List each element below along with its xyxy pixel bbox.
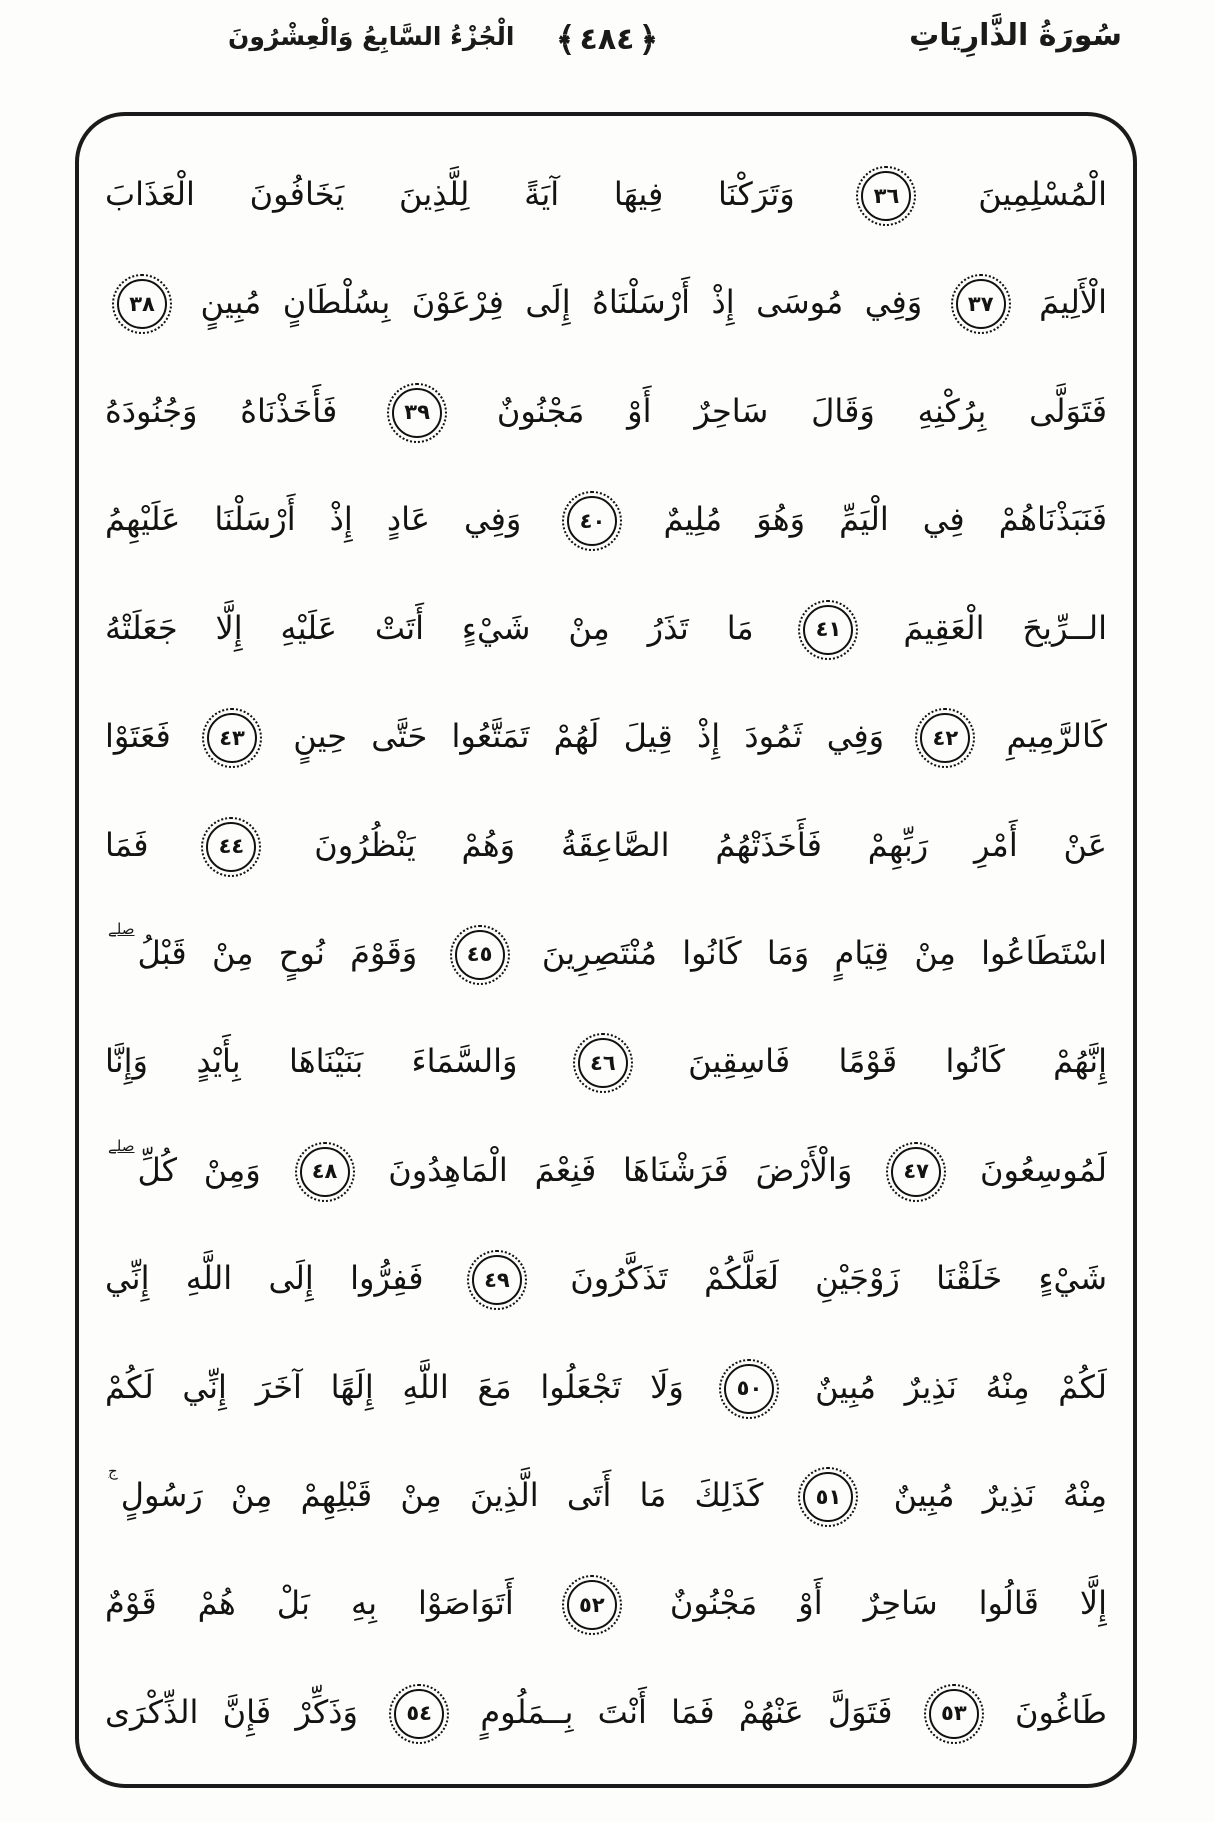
verse-number: ٣٦ — [873, 183, 900, 208]
quran-line — [105, 574, 1107, 682]
verse-number: ٤٤ — [218, 834, 245, 859]
quran-line — [105, 1333, 1107, 1441]
quran-line — [105, 1441, 1107, 1549]
verse-number-rosette — [724, 1364, 774, 1414]
quran-text-segment: الْمُسْلِمِينَ — [923, 175, 1107, 213]
quran-text-segment: كَذَلِكَ مَا أَتَى الَّذِينَ مِنْ قَبْلِهِمْ مِنْ رَسُولٍ — [120, 1476, 792, 1515]
verse-number: ٤٠ — [579, 508, 606, 533]
verse-number-rosette — [117, 279, 167, 329]
quran-text-segment: فَفِرُّوا إِلَى اللَّهِ إِنِّي — [105, 1259, 460, 1298]
quran-text-segment: وَقَوْمَ نُوحٍ مِنْ قَبْلُ — [137, 933, 443, 972]
quran-text-segment: فَتَوَلَّى بِرُكْنِهِ وَقَالَ سَاحِرٌ أَوْ مَجْنُونٌ — [454, 391, 1107, 430]
quran-line — [105, 682, 1107, 790]
verse-number-rosette — [300, 1147, 350, 1197]
quran-text-segment: الْأَلِيمَ — [1017, 283, 1107, 322]
quran-text-segment: كَالرَّمِيمِ — [982, 717, 1107, 756]
verse-number: ٤٨ — [311, 1159, 338, 1184]
quran-text-segment: وَفِي عَادٍ إِذْ أَرْسَلْنَا عَلَيْهِمُ — [105, 500, 556, 539]
verse-number: ٤٧ — [903, 1159, 929, 1184]
ornate-bracket-open: ﴿ — [638, 19, 659, 60]
quran-text-segment: لَكُمْ مِنْهُ نَذِيرٌ مُبِينٌ — [786, 1367, 1107, 1406]
verse-number-rosette — [567, 1580, 617, 1630]
ornate-bracket-close: ﴾ — [555, 19, 576, 60]
verse-number-rosette — [472, 1255, 522, 1305]
quran-line — [105, 248, 1107, 356]
quran-text-segment: إِنَّهُمْ كَانُوا قَوْمًا فَاسِقِينَ — [639, 1042, 1107, 1081]
verse-number-rosette — [956, 279, 1006, 329]
verse-number-rosette — [578, 1038, 628, 1088]
quran-text-segment: عَنْ أَمْرِ رَبِّهِمْ فَأَخَذَتْهُمُ الصَّاعِقَةُ وَهُمْ يَنْظُرُونَ — [268, 825, 1107, 864]
juz-title: الْجُزْءُ السَّابِعُ وَالْعِشْرُونَ — [228, 22, 515, 51]
quran-text-segment: فَعَتَوْا — [105, 717, 196, 756]
surah-title: سُورَةُ الذَّارِيَاتِ — [909, 18, 1122, 53]
page-number — [555, 19, 659, 60]
verse-number-rosette — [920, 713, 970, 763]
verse-number: ٣٩ — [404, 400, 430, 425]
verse-number-rosette — [929, 1689, 979, 1739]
verse-number: ٤٥ — [466, 942, 493, 967]
verse-number-rosette — [394, 1689, 444, 1739]
waqf-mark: صلے — [108, 919, 135, 938]
quran-line — [105, 140, 1107, 248]
quran-text-segment: لَمُوسِعُونَ — [953, 1150, 1107, 1189]
quran-text-segment: فَتَوَلَّ عَنْهُمْ فَمَا أَنْتَ بِــمَلُومٍ — [456, 1692, 917, 1731]
verse-number-rosette — [803, 1472, 853, 1522]
quran-line — [105, 899, 1107, 1007]
quran-text-segment: وَفِي مُوسَى إِذْ أَرْسَلْنَاهُ إِلَى فِرْعَوْنَ بِسُلْطَانٍ مُبِينٍ — [179, 283, 944, 322]
quran-line — [105, 1116, 1107, 1224]
quran-text-segment: أَتَوَاصَوْا بِهِ بَلْ هُمْ قَوْمٌ — [105, 1584, 555, 1623]
verse-number-rosette — [455, 930, 505, 980]
quran-line — [105, 357, 1107, 465]
quran-line — [105, 791, 1107, 899]
quran-line — [105, 1224, 1107, 1332]
quran-text-segment: وَذَكِّرْ فَإِنَّ الذِّكْرَى — [105, 1692, 383, 1731]
verse-number: ٥٤ — [406, 1701, 432, 1726]
quran-lines-container — [79, 116, 1133, 1784]
quran-text-segment: وَفِي ثَمُودَ إِذْ قِيلَ لَهُمْ تَمَتَّعُوا حَتَّى حِينٍ — [269, 717, 909, 756]
quran-line — [105, 1658, 1107, 1766]
quran-text-segment: الــرِّيحَ الْعَقِيمَ — [865, 608, 1107, 647]
verse-number-rosette — [206, 822, 256, 872]
verse-number: ٥٣ — [941, 1701, 967, 1726]
quran-line — [105, 1007, 1107, 1115]
page-header — [0, 0, 1214, 100]
verse-number-rosette — [392, 388, 442, 438]
quran-text-segment: وَالسَّمَاءَ بَنَيْنَاهَا بِأَيْدٍ وَإِنَّا — [105, 1042, 566, 1081]
verse-number: ٥٢ — [579, 1592, 605, 1617]
verse-number: ٤٣ — [219, 725, 245, 750]
quran-text-segment: فَنَبَذْنَاهُمْ فِي الْيَمِّ وَهُوَ مُلِيمٌ — [629, 500, 1107, 539]
waqf-mark: ج — [108, 1462, 118, 1481]
verse-number: ٣٧ — [967, 291, 994, 316]
quran-text-segment: اسْتَطَاعُوا مِنْ قِيَامٍ وَمَا كَانُوا مُنْتَصِرِينَ — [516, 933, 1107, 972]
verse-number-rosette — [861, 171, 911, 221]
quran-text-segment: مَا تَذَرُ مِنْ شَيْءٍ أَتَتْ عَلَيْهِ إِلَّا جَعَلَتْهُ — [105, 608, 792, 647]
verse-number: ٤٢ — [932, 725, 959, 750]
verse-number: ٥١ — [815, 1484, 842, 1509]
verse-number: ٤٦ — [590, 1050, 616, 1075]
verse-number-rosette — [803, 605, 853, 655]
quran-line — [105, 1549, 1107, 1657]
quran-text-segment: فَمَا — [105, 825, 195, 864]
verse-number: ٤١ — [815, 617, 842, 642]
quran-text-segment: شَيْءٍ خَلَقْنَا زَوْجَيْنِ لَعَلَّكُمْ تَذَكَّرُونَ — [533, 1259, 1107, 1298]
mushaf-text-frame — [75, 112, 1137, 1788]
quran-text-segment: وَمِنْ كُلِّ — [137, 1150, 288, 1189]
quran-text-segment: مِنْهُ نَذِيرٌ مُبِينٌ — [865, 1476, 1107, 1515]
quran-text-segment: وَالْأَرْضَ فَرَشْنَاهَا فَنِعْمَ الْمَاهِدُونَ — [361, 1150, 880, 1189]
verse-number-rosette — [891, 1147, 941, 1197]
quran-text-segment: وَلَا تَجْعَلُوا مَعَ اللَّهِ إِلَهًا آخَرَ إِنِّي لَكُمْ — [105, 1367, 713, 1406]
page-number-value: ٤٨٤ — [579, 22, 635, 57]
waqf-mark: صلے — [108, 1136, 135, 1155]
quran-text-segment: إِلَّا قَالُوا سَاحِرٌ أَوْ مَجْنُونٌ — [628, 1584, 1107, 1623]
quran-text-segment: فَأَخَذْنَاهُ وَجُنُودَهُ — [105, 391, 381, 430]
verse-number: ٤٩ — [484, 1267, 510, 1292]
verse-number: ٣٨ — [129, 291, 155, 316]
verse-number: ٥٠ — [736, 1376, 763, 1401]
quran-line — [105, 465, 1107, 573]
verse-number-rosette — [567, 496, 617, 546]
quran-text-segment: وَتَرَكْنَا فِيهَا آيَةً لِلَّذِينَ يَخَافُونَ الْعَذَابَ — [105, 175, 850, 213]
quran-text-segment: طَاغُونَ — [990, 1692, 1107, 1731]
verse-number-rosette — [207, 713, 257, 763]
